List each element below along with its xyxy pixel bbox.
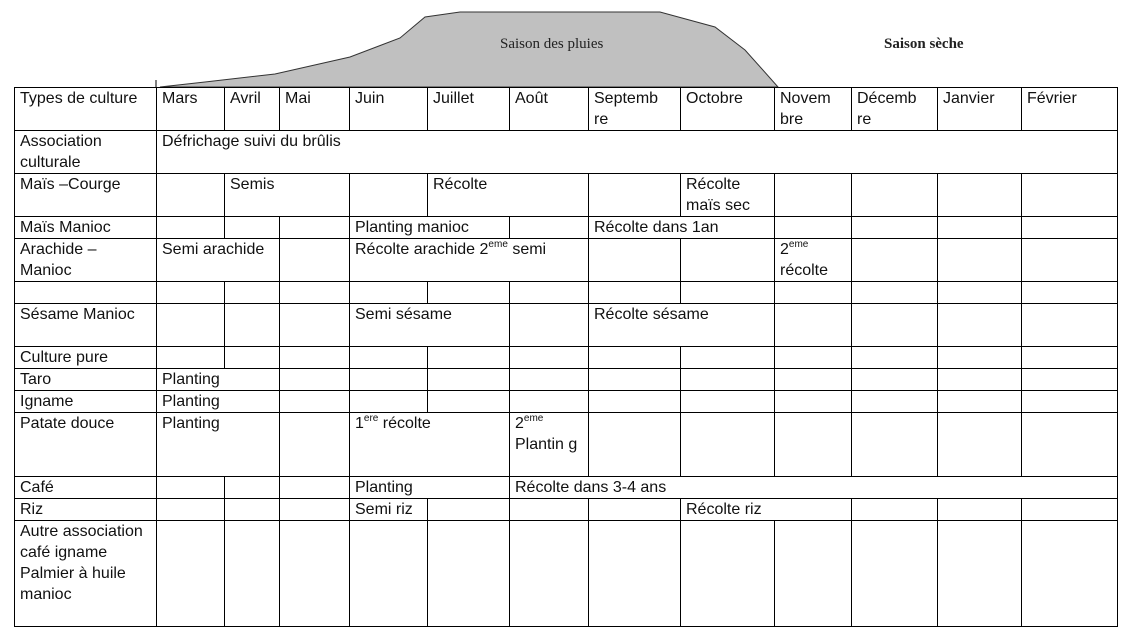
row-label: Taro [15, 369, 157, 391]
table-cell [852, 239, 938, 282]
table-cell [225, 521, 280, 627]
cell-text: Plantin g [515, 436, 578, 453]
rain-season-area [160, 12, 778, 87]
table-cell [589, 413, 681, 477]
table-cell [350, 369, 428, 391]
row-label: Maïs –Courge [15, 174, 157, 217]
table-cell [428, 391, 510, 413]
header-month: Juin [350, 88, 428, 131]
table-cell [852, 174, 938, 217]
table-cell [510, 369, 589, 391]
table-cell: Planting [350, 477, 510, 499]
header-month: Août [510, 88, 589, 131]
table-cell [280, 347, 350, 369]
table-cell [428, 282, 510, 304]
table-cell [280, 391, 350, 413]
cell-text: 1 [355, 415, 364, 432]
table-cell [775, 174, 852, 217]
table-cell [1022, 369, 1118, 391]
table-cell [681, 282, 775, 304]
table-cell [350, 174, 428, 217]
table-cell [852, 347, 938, 369]
table-cell [589, 347, 681, 369]
header-month: Octobre [681, 88, 775, 131]
header-month: Septemb re [589, 88, 681, 131]
table-cell [1022, 521, 1118, 627]
table-cell [589, 369, 681, 391]
table-cell [510, 282, 589, 304]
superscript: ere [363, 413, 379, 424]
table-cell: Semi sésame [350, 304, 510, 347]
table-cell [225, 304, 280, 347]
table-cell [1022, 304, 1118, 347]
table-cell: Planting manioc [350, 217, 510, 239]
table-cell [775, 413, 852, 477]
table-cell [681, 521, 775, 627]
table-cell [510, 217, 589, 239]
table-cell [681, 413, 775, 477]
table-cell: Semi arachide [157, 239, 280, 282]
table-cell: Semis [225, 174, 350, 217]
row-label: Arachide – Manioc [15, 239, 157, 282]
table-cell [852, 521, 938, 627]
table-cell [157, 477, 225, 499]
table-cell [510, 391, 589, 413]
table-row [15, 217, 1118, 239]
table-cell [280, 282, 350, 304]
table-cell [852, 304, 938, 347]
table-cell: Récolte [428, 174, 589, 217]
table-cell [1022, 282, 1118, 304]
table-cell [852, 391, 938, 413]
table-cell [350, 282, 428, 304]
table-cell [775, 239, 852, 282]
table-cell [1022, 347, 1118, 369]
table-cell: Récolte dans 1an [589, 217, 775, 239]
header-month: Janvier [938, 88, 1022, 131]
table-cell [852, 499, 938, 521]
table-cell [225, 217, 280, 239]
cell-text: Récolte arachide 2 [355, 241, 489, 258]
table-cell [157, 499, 225, 521]
table-cell [280, 217, 350, 239]
row-label [15, 282, 157, 304]
table-cell [938, 282, 1022, 304]
table-cell [157, 217, 225, 239]
header-month: Avril [225, 88, 280, 131]
table-cell [938, 521, 1022, 627]
table-row [15, 499, 1118, 521]
table-cell [225, 347, 280, 369]
row-label: Riz [15, 499, 157, 521]
table-cell [428, 521, 510, 627]
superscript: eme [523, 413, 544, 424]
table-row [15, 347, 1118, 369]
table-cell [350, 347, 428, 369]
table-cell [350, 391, 428, 413]
table-cell [775, 369, 852, 391]
table-cell [428, 347, 510, 369]
table-cell [280, 413, 350, 477]
table-cell [225, 282, 280, 304]
table-cell [350, 413, 510, 477]
table-cell [775, 391, 852, 413]
row-label: Sésame Manioc [15, 304, 157, 347]
table-cell [1022, 174, 1118, 217]
table-cell [938, 304, 1022, 347]
table-row [15, 131, 1118, 174]
table-cell: Récolte sésame [589, 304, 775, 347]
row-label: Association culturale [15, 131, 157, 174]
table-cell [510, 521, 589, 627]
table-row [15, 521, 1118, 627]
table-cell [938, 217, 1022, 239]
header-month: Février [1022, 88, 1118, 131]
table-cell [280, 369, 350, 391]
table-cell [589, 499, 681, 521]
table-cell [775, 217, 852, 239]
table-cell [681, 239, 775, 282]
table-cell: Planting [157, 369, 280, 391]
table-cell [938, 391, 1022, 413]
table-cell [280, 304, 350, 347]
table-cell [510, 304, 589, 347]
table-cell [852, 217, 938, 239]
table-cell [157, 282, 225, 304]
table-row [15, 304, 1118, 347]
row-label: Maïs Manioc [15, 217, 157, 239]
cell-text: récolte [780, 262, 829, 279]
table-cell [1022, 217, 1118, 239]
row-label: Patate douce [15, 413, 157, 477]
header-row [15, 88, 1118, 131]
table-cell [775, 347, 852, 369]
table-cell [157, 521, 225, 627]
table-cell: Semi riz [350, 499, 428, 521]
table-cell [157, 347, 225, 369]
header-type-col: Types de culture [15, 88, 157, 131]
table-row-empty [15, 282, 1118, 304]
table-cell [938, 369, 1022, 391]
table-cell [589, 174, 681, 217]
table-cell [1022, 413, 1118, 477]
table-cell [1022, 239, 1118, 282]
table-cell: Récolte riz [681, 499, 852, 521]
table-cell: Planting [157, 391, 280, 413]
table-cell [589, 521, 681, 627]
table-cell [428, 499, 510, 521]
table-cell [225, 477, 280, 499]
table-row [15, 477, 1118, 499]
header-month: Décemb re [852, 88, 938, 131]
table-cell [775, 521, 852, 627]
cell-text: récolte [378, 415, 431, 432]
row-label: Culture pure [15, 347, 157, 369]
table-cell [852, 282, 938, 304]
cell-text: semi [507, 241, 547, 258]
table-cell [157, 304, 225, 347]
table-cell [775, 304, 852, 347]
table-cell [1022, 391, 1118, 413]
table-cell [681, 347, 775, 369]
header-month: Novem bre [775, 88, 852, 131]
table-row [15, 413, 1118, 477]
table-row [15, 239, 1118, 282]
superscript: eme [788, 239, 809, 250]
table-cell [350, 521, 428, 627]
cell-text: 2 [515, 415, 524, 432]
table-cell [510, 499, 589, 521]
row-label: Igname [15, 391, 157, 413]
cell-note: Défrichage suivi du brûlis [157, 131, 1118, 174]
table-cell [157, 174, 225, 217]
table-cell [681, 391, 775, 413]
table-cell: Récolte dans 3-4 ans [510, 477, 1118, 499]
table-cell [225, 499, 280, 521]
table-cell [938, 499, 1022, 521]
table-cell: Récolte maïs sec [681, 174, 775, 217]
crop-calendar-table [14, 87, 1118, 627]
table-cell [350, 239, 589, 282]
header-month: Juillet [428, 88, 510, 131]
dry-season-label: Saison sèche [884, 36, 964, 52]
table-cell [510, 347, 589, 369]
table-cell [775, 282, 852, 304]
table-cell [681, 369, 775, 391]
row-label: Autre association café igname Palmier à huile manioc [15, 521, 157, 627]
table-cell [852, 413, 938, 477]
table-row [15, 391, 1118, 413]
table-cell [428, 369, 510, 391]
table-cell [589, 282, 681, 304]
table-cell [938, 239, 1022, 282]
table-cell: Planting [157, 413, 280, 477]
table-cell [852, 369, 938, 391]
table-row [15, 174, 1118, 217]
table-cell [938, 174, 1022, 217]
table-cell [589, 239, 681, 282]
table-cell [280, 239, 350, 282]
header-month: Mai [280, 88, 350, 131]
row-label: Café [15, 477, 157, 499]
table-row [15, 369, 1118, 391]
rain-season-label: Saison des pluies [500, 36, 604, 52]
superscript: eme [488, 239, 508, 250]
table-cell [938, 413, 1022, 477]
table-cell [280, 521, 350, 627]
cell-text: 2 [780, 241, 789, 258]
table-cell [510, 413, 589, 477]
header-month: Mars [157, 88, 225, 131]
table-cell [1022, 499, 1118, 521]
table-cell [589, 391, 681, 413]
table-cell [280, 499, 350, 521]
table-cell [938, 347, 1022, 369]
table-cell [280, 477, 350, 499]
